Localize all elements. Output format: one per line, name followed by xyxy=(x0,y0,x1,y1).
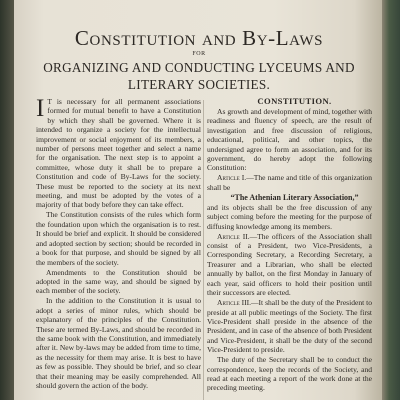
document-page xyxy=(14,0,384,400)
article-2-text: —The officers of the Association shall consist of a President, two Vice-Presidents, a Corresponding Secretary, a Recording Secretary, a Treasurer and a Librarian, who shall be elected annually by ballot, on the first Monday in January of each year, said officers to hold their position until their successors are elected. xyxy=(207,231,372,298)
article-2 xyxy=(207,232,372,298)
introduction-column xyxy=(36,97,201,391)
intro-paragraph-3: Amendments to the Constitution should be adopted in the same way, and should be signed by each member of the society. xyxy=(36,267,201,296)
article-1-label: Article I. xyxy=(217,173,247,183)
title-connector: FOR xyxy=(192,51,206,57)
subtitle-line-1: ORGANIZING AND CONDUCTING LYCEUMS AND xyxy=(43,60,355,75)
secretary-duties: The duty of the Secretary shall be to conduct the correspondence, keep the records of the Society, and read at each meeting a report of the work done at the preceding meeting. xyxy=(207,355,372,393)
intro-paragraph-1-text: T is necessary for all permanent associations formed for mutual benefit to have a Constitution by which they shall be governed. Where it is intended to organize a society for the intellectual improvement or social enjoyment of its members, a number of persons meet together and select a name for the organisation. The next step is to appoint a committee, whose duty it shall be to prepare a Constitution and code of By-Laws for the society. These must be reported to the society at its next meeting, and must be adopted by the votes of a majority of that body before they can take effect. xyxy=(36,97,201,210)
article-3 xyxy=(207,298,372,354)
association-name: “The Athenian Literary Association,” xyxy=(230,192,359,202)
constitution-heading: CONSTITUTION. xyxy=(257,96,332,106)
intro-paragraph-2: The Constitution consists of the rules which form the foundation upon which the organisation is to rest. It should be brief and explicit. It should be considered and adopted section by section; should be recorded in a book for that purpose, and should be signed by all the members of the society. xyxy=(36,210,201,267)
column-divider xyxy=(203,100,204,400)
book-binding xyxy=(382,0,400,400)
intro-paragraph-4: In the addition to the Constitution it is usual to adopt a series of minor rules, which should be explanatory of the principles of the Constitution. These are termed By-Laws, and should be recorded in the same book with the Constitution, and immediately after it. New by-laws may be added from time to time, as the necessity for them may arise. It is best to have as few as possible. They should be brief, and so clear that their meaning may be easily comprehended. All should govern the action of the body. xyxy=(36,296,201,390)
intro-paragraph-1 xyxy=(36,97,201,210)
article-3-label: Article III. xyxy=(217,298,251,308)
article-1-continued: and its objects shall be the free discussion of any subject coming before the meeting for the purpose of diffusing knowledge among its members. xyxy=(207,202,372,231)
article-1 xyxy=(207,173,372,192)
subtitle-line-2: LITERARY SOCIETIES. xyxy=(127,77,271,92)
drop-cap: I xyxy=(36,95,45,122)
article-3-text: —It shall be the duty of the President to preside at all public meetings of the Society. The first Vice-President shall preside in the absence of the President, and in case of the absence of both President and Vice-President, it shall be the duty of the second Vice-President to preside. xyxy=(207,298,372,355)
constitution-column xyxy=(207,97,372,393)
constitution-preamble: As growth and development of mind, together with readiness and fluency of speech, are the result of investigation and free discussion of religious, educational, political, and other topics, the undersigned agree to form an association, and for its government, do hereby adopt the following Constitution: xyxy=(207,107,372,173)
page-title: Constitution and By-Laws xyxy=(74,26,324,50)
article-1-text: —The name and title of this organization shall be xyxy=(207,173,372,192)
article-2-label: Article II. xyxy=(217,231,250,241)
